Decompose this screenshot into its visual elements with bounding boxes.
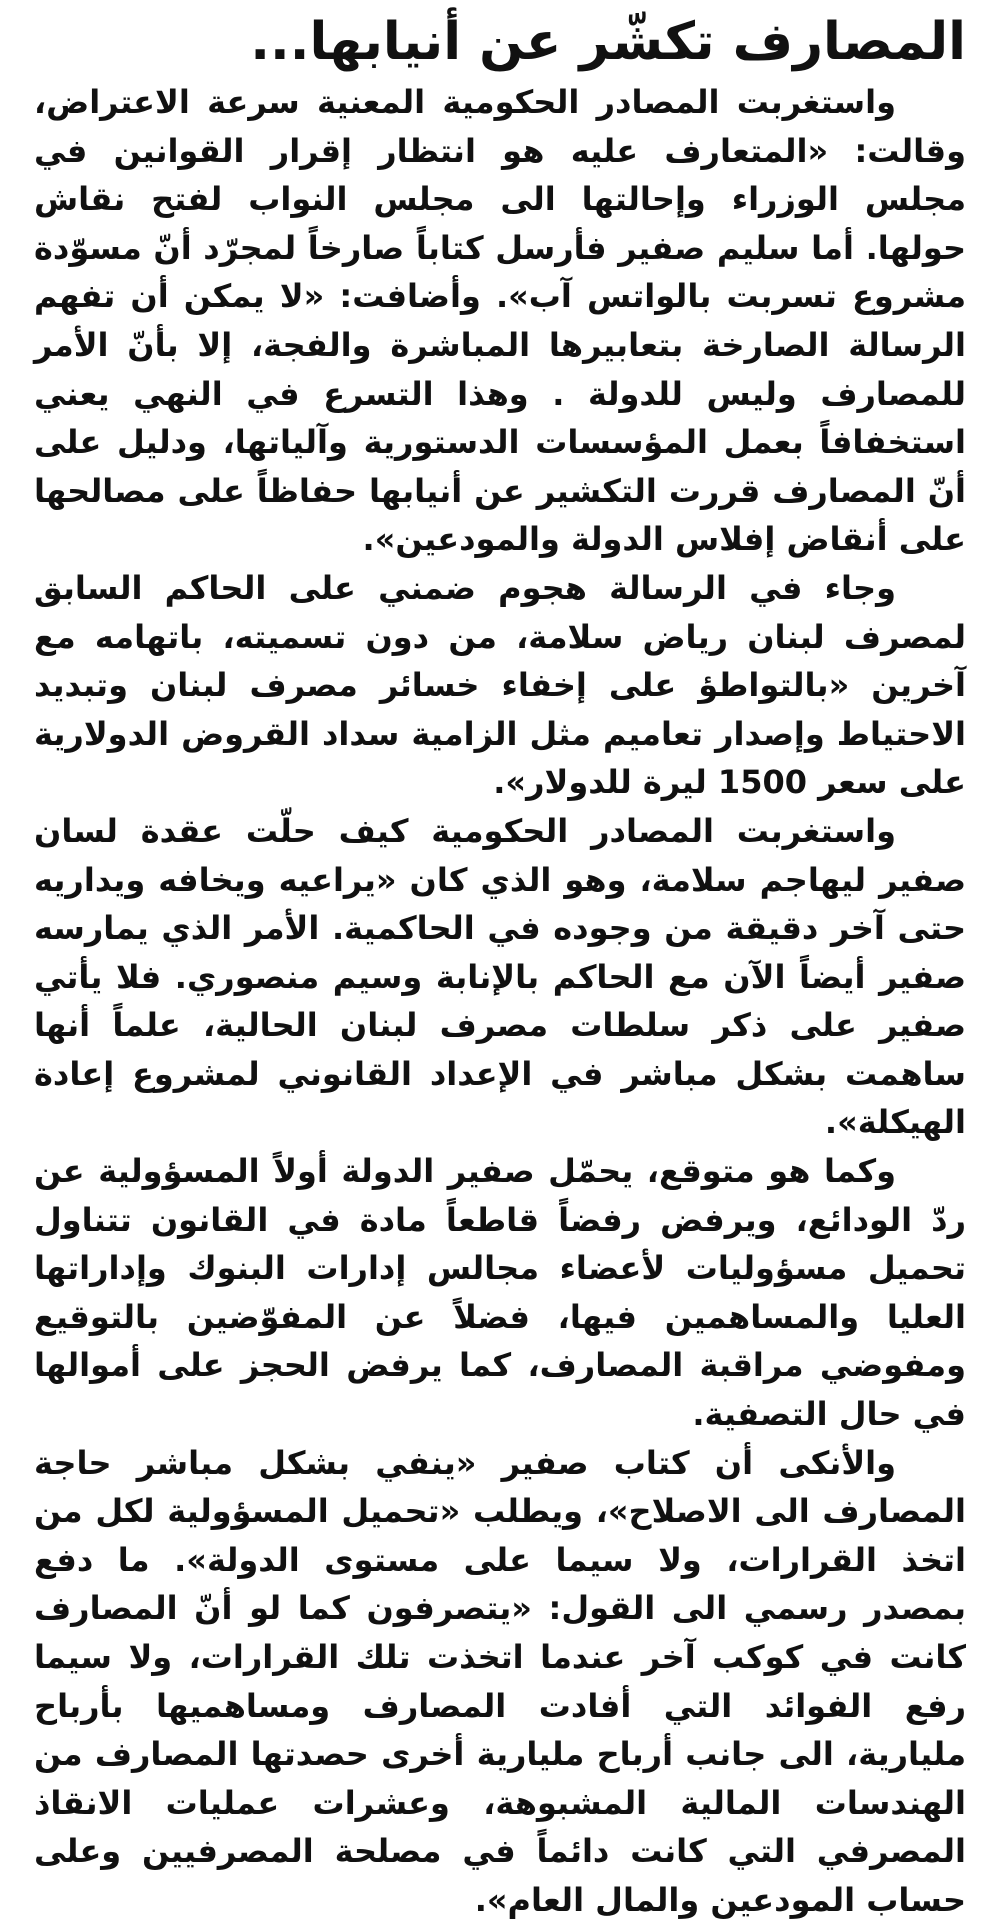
article-paragraph-5: والأنكى أن كتاب صفير «ينفي بشكل مباشر حاجة المصارف الى الاصلاح»، ويطلب «تحميل المسؤولية لكل من اتخذ القرارات، ولا سيما على مستوى الدولة». ما دفع بمصدر رسمي الى القول: «يتصرفون كما لو أنّ المصارف كانت في كوكب آخر عندما اتخذت تلك القرارات، ولا سيما رفع الفوائد التي أفادت المصارف ومساهميها بأرباح مليارية، الى جانب أرباح مليارية أخرى حصدتها المصارف من الهندسات المالية المشبوهة، وعشرات عمليات الانقاذ المصرفي التي كانت دائماً في مصلحة المصرفيين وعلى حساب المودعين والمال العام». xyxy=(34,1443,966,1919)
article-body xyxy=(34,78,966,1925)
article-headline: المصارف تكشّر عن أنيابها... xyxy=(250,12,966,72)
article-paragraph-1: واستغربت المصادر الحكومية المعنية سرعة الاعتراض، وقالت: «المتعارف عليه هو انتظار إقرار القوانين في مجلس الوزراء وإحالتها الى مجلس النواب لفتح نقاش حولها. أما سليم صفير فأرسل كتاباً صارخاً لمجرّد أنّ مسوّدة مشروع تسربت بالواتس آب». وأضافت: «لا يمكن أن تفهم الرسالة الصارخة بتعابيرها المباشرة والفجة، إلا بأنّ الأمر للمصارف وليس للدولة . وهذا التسرع في النهي يعني استخفافاً بعمل المؤسسات الدستورية وآلياتها، ودليل على أنّ المصارف قررت التكشير عن أنيابها حفاظاً على مصالحها على أنقاض إفلاس الدولة والمودعين». xyxy=(34,83,966,559)
article-paragraph-2: وجاء في الرسالة هجوم ضمني على الحاكم السابق لمصرف لبنان رياض سلامة، من دون تسميته، باتهامه مع آخرين «بالتواطؤ على إخفاء خسائر مصرف لبنان وتبديد الاحتياط وإصدار تعاميم مثل الزامية سداد القروض الدولارية على سعر 1500 ليرة للدولار». xyxy=(34,568,966,802)
article xyxy=(34,12,966,1925)
article-paragraph-3: واستغربت المصادر الحكومية كيف حلّت عقدة لسان صفير ليهاجم سلامة، وهو الذي كان «يراعيه ويخافه ويداريه حتى آخر دقيقة من وجوده في الحاكمية. الأمر الذي يمارسه صفير أيضاً الآن مع الحاكم بالإنابة وسيم منصوري. فلا يأتي صفير على ذكر سلطات مصرف لبنان الحالية، علماً أنها ساهمت بشكل مباشر في الإعداد القانوني لمشروع إعادة الهيكلة». xyxy=(34,811,966,1142)
article-paragraph-4: وكما هو متوقع، يحمّل صفير الدولة أولاً المسؤولية عن ردّ الودائع، ويرفض رفضاً قاطعاً مادة في القانون تتناول تحميل مسؤوليات لأعضاء مجالس إدارات البنوك وإداراتها العليا والمساهمين فيها، فضلاً عن المفوّضين بالتوقيع ومفوضي مراقبة المصارف، كما يرفض الحجز على أموالها في حال التصفية. xyxy=(34,1152,966,1434)
